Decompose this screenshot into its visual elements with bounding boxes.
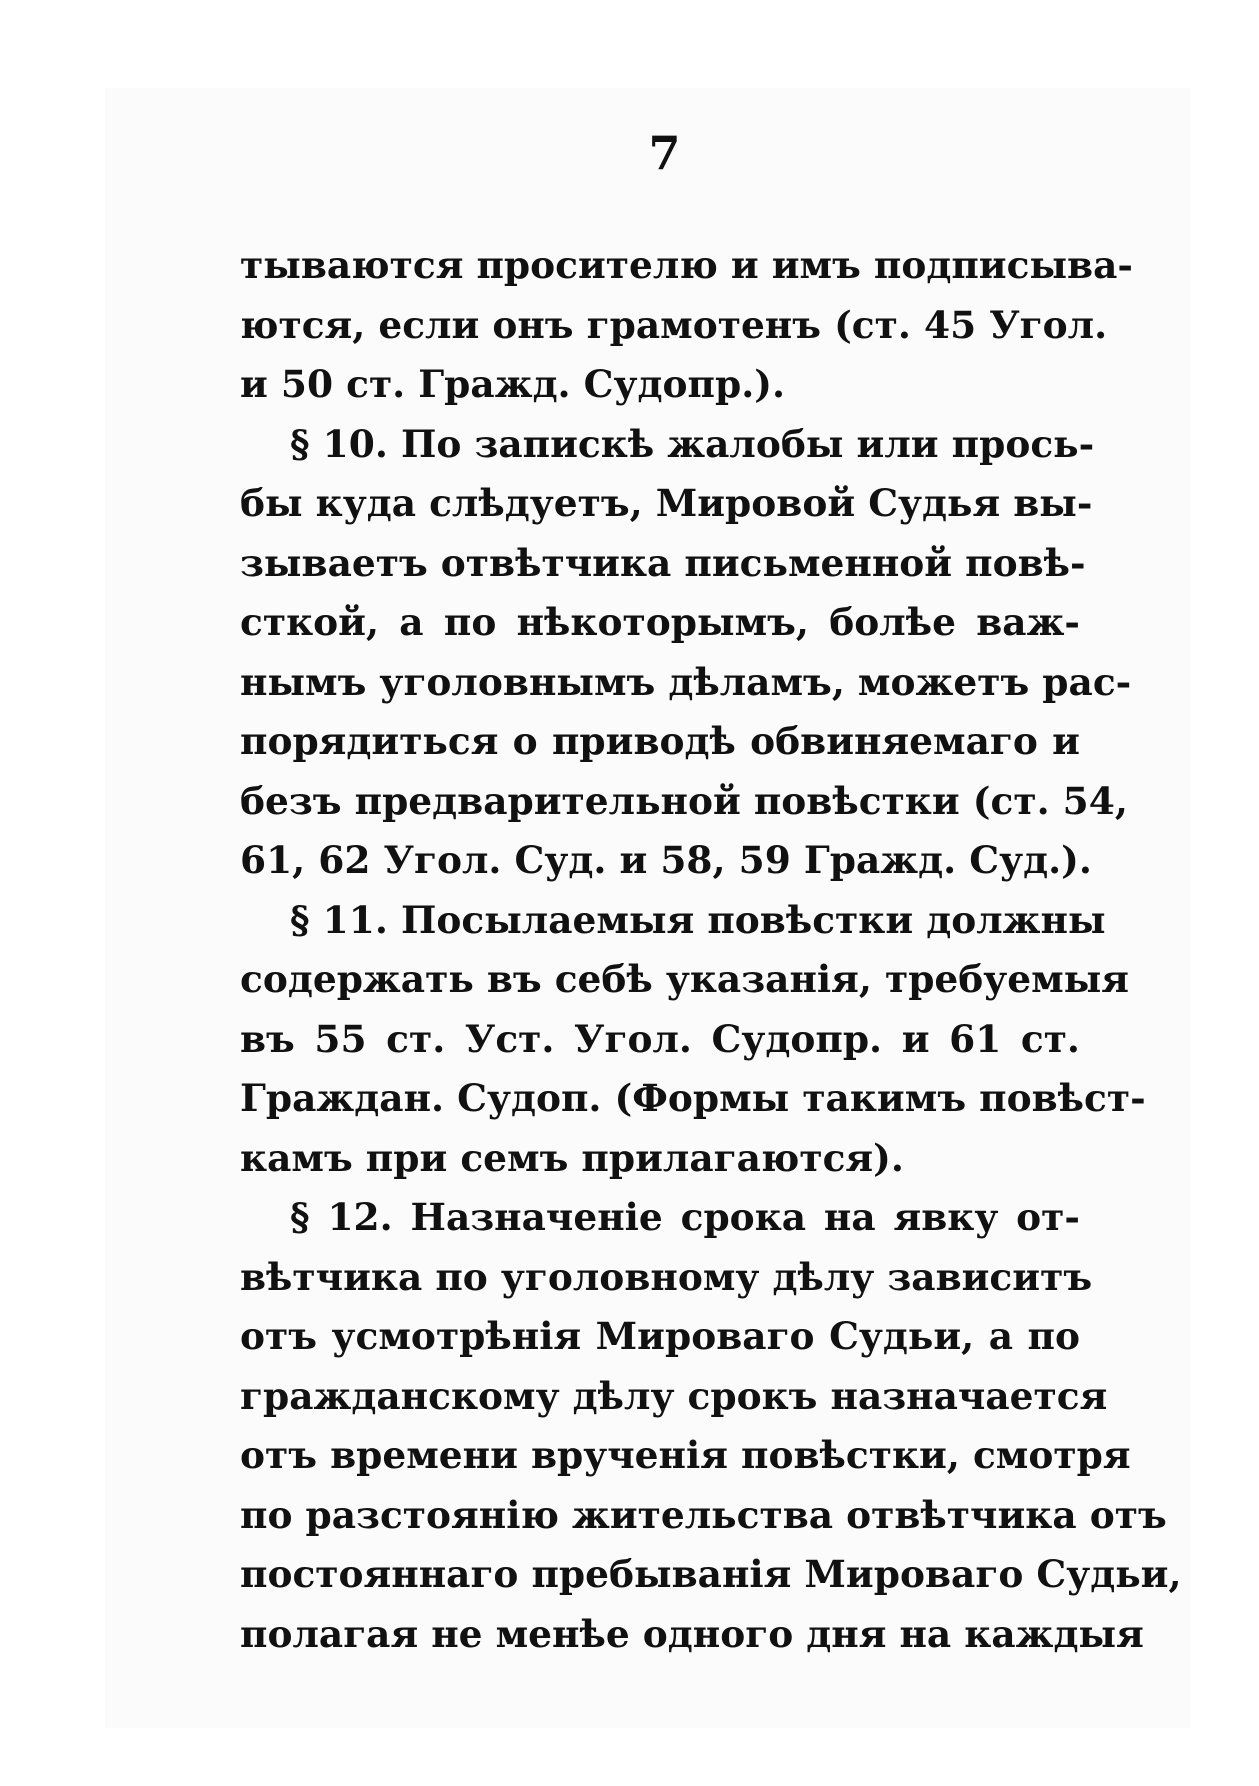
- text-line: бы куда слѣдуетъ, Мировой Судья вы-: [240, 481, 1093, 525]
- text-line: по разстоянію жительства отвѣтчика отъ: [240, 1492, 1167, 1537]
- text-line: порядиться о приводѣ обвиняемаго и: [240, 719, 1080, 763]
- text-line: отъ времени врученія повѣстки, смотря: [240, 1433, 1131, 1477]
- section-11-heading-line: § 11. Посылаемыя повѣстки должны: [290, 897, 1106, 942]
- text-line: гражданскому дѣлу срокъ назначается: [240, 1373, 1108, 1418]
- body-text: [240, 236, 1182, 1664]
- text-line: сткой, а по нѣкоторымъ, болѣе важ-: [240, 600, 1080, 644]
- text-line: Граждан. Судоп. (Формы такимъ повѣст-: [240, 1076, 1146, 1120]
- text-line: въ 55 ст. Уст. Угол. Судопр. и 61 ст.: [240, 1016, 1080, 1061]
- text-line: безъ предварительной повѣстки (ст. 54,: [240, 778, 1128, 823]
- text-line: зываетъ отвѣтчика письменной повѣ-: [240, 540, 1086, 585]
- text-line: камъ при семъ прилагаются).: [240, 1135, 904, 1180]
- section-10-heading-line: § 10. По запискѣ жалобы или прось-: [290, 421, 1095, 466]
- text-line: содержать въ себѣ указанія, требуемыя: [240, 957, 1130, 1001]
- text-line: постояннаго пребыванія Мироваго Судьи,: [240, 1552, 1182, 1596]
- text-line: нымъ уголовнымъ дѣламъ, можетъ рас-: [240, 659, 1132, 704]
- text-line: и 50 ст. Гражд. Судопр.).: [240, 362, 786, 406]
- text-line: вѣтчика по уголовному дѣлу зависитъ: [240, 1254, 1093, 1299]
- text-line: ются, если онъ грамотенъ (ст. 45 Угол.: [240, 302, 1108, 347]
- text-line: тываются просителю и имъ подписыва-: [240, 243, 1133, 287]
- section-12-heading-line: § 12. Назначеніе срока на явку от-: [290, 1195, 1080, 1239]
- text-line: 61, 62 Угол. Суд. и 58, 59 Гражд. Суд.).: [240, 838, 1092, 882]
- page-number: 7: [648, 126, 681, 180]
- text-line: полагая не менѣе одного дня на каждыя: [240, 1611, 1144, 1656]
- text-line: отъ усмотрѣнія Мироваго Судьи, а по: [240, 1314, 1080, 1358]
